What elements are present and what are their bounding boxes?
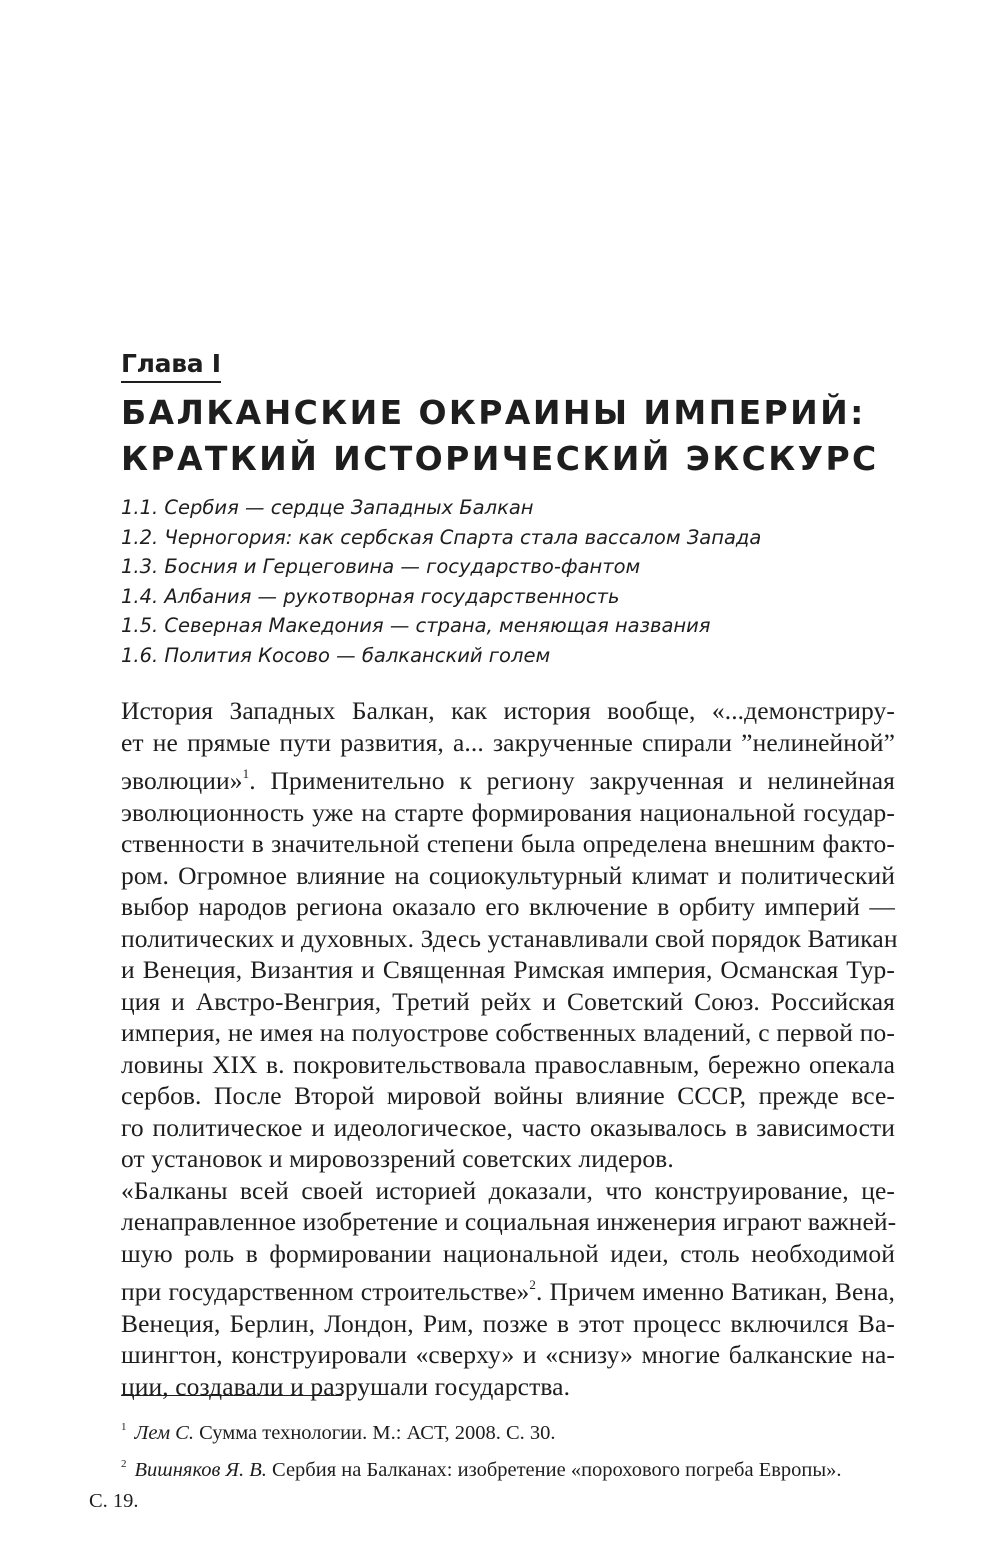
text-line: ет не прямые пути развития, а... закрученные спирали ”нелинейной” [121,727,895,757]
footnotes [89,1412,895,1517]
text-line: «Балканы всей своей историей доказали, что конструирование, це- [121,1175,895,1205]
text-line: эволюции»$^1$. Применительно к региону закрученная и нелинейная [121,766,895,795]
footnote-ref[interactable]: 2 [529,1277,536,1292]
body-text [121,695,898,1402]
text-line: шую роль в формировании национальной идеи, столь необходимой [121,1238,895,1268]
chapter-title-line: БАЛКАНСКИЕ ОКРАИНЫ ИМПЕРИЙ: [121,393,866,432]
contents-item: 1.6. Полития Косово — балканский голем [121,643,551,667]
chapter-title [121,390,881,482]
footnote-ref[interactable]: 1 [242,766,250,781]
footnote-author: Лем С. [134,1422,194,1444]
footnote-divider [121,1395,342,1396]
footnote-number: 1 [121,1421,127,1433]
paragraph [121,695,898,1175]
text-line: империя, не имея на полуострове собственных владений, с первой по- [121,1018,895,1047]
chapter-label: Глава I [121,347,221,383]
contents-item: 1.1. Сербия — сердце Западных Балкан [121,496,534,519]
contents-item: 1.5. Северная Македония — страна, меняющая названия [121,614,711,637]
text-line: эволюционность уже на старте формирования национальной государ- [121,797,895,827]
text-line: шингтон, конструировали «сверху» и «снизу» многие балканские на- [121,1340,895,1369]
text-line: ловины XIX в. покровительствовала православным, бережно опекала [121,1049,895,1079]
text-line: сербов. После Второй мировой войны влияние СССР, прежде все- [121,1081,895,1110]
footnote [89,1449,895,1517]
text-line: ции, создавали и разрушали государства. [121,1371,571,1401]
chapter-title-line: КРАТКИЙ ИСТОРИЧЕСКИЙ ЭКСКУРС [121,439,879,478]
footnote-text: Сумма технологии. М.: АСТ, 2008. С. 30. [193,1422,556,1444]
text-line: ленаправленное изобретение и социальная инженерия играют важней- [121,1207,897,1236]
text-line: ственности в значительной степени была определена внешним факто- [121,829,895,858]
text-line: го политическое и идеологическое, часто оказывалось в зависимости [121,1112,895,1142]
footnote-number: 2 [121,1458,127,1470]
text-line: от установок и мировоззрений советских лидеров. [121,1144,674,1173]
text-line: История Западных Балкан, как история вообще, «...демонстриру- [121,696,895,725]
chapter-contents [121,493,881,670]
contents-item: 1.4. Албания — рукотворная государственность [121,584,620,608]
text-line: политических и духовных. Здесь устанавливали свой порядок Ватикан [121,923,898,953]
text-line: Венеция, Берлин, Лондон, Рим, позже в этот процесс включился Ва- [121,1308,895,1338]
text-line: ром. Огромное влияние на социокультурный климат и политический [121,860,895,890]
footnote-text-continued: С. 19. [89,1490,139,1512]
footnote [121,1412,895,1449]
text-line: ция и Австро-Венгрия, Третий рейх и Советский Союз. Российская [121,986,895,1016]
text-line: и Венеция, Византия и Священная Римская империя, Османская Тур- [121,955,895,984]
text-line: выбор народов региона оказало его включение в орбиту империй — [121,892,895,921]
text-line: при государственном строительстве»$^2$. Причем именно Ватикан, Вена, [121,1277,896,1306]
contents-item: 1.2. Черногория: как сербская Спарта стала вассалом Запада [121,525,762,549]
contents-item: 1.3. Босния и Герцеговина — государство-фантом [121,555,641,578]
footnote-author: Вишняков Я. В. [134,1459,267,1481]
paragraph [121,1175,895,1403]
footnote-text: Сербия на Балканах: изобретение «порохового погреба Европы». [266,1459,842,1481]
